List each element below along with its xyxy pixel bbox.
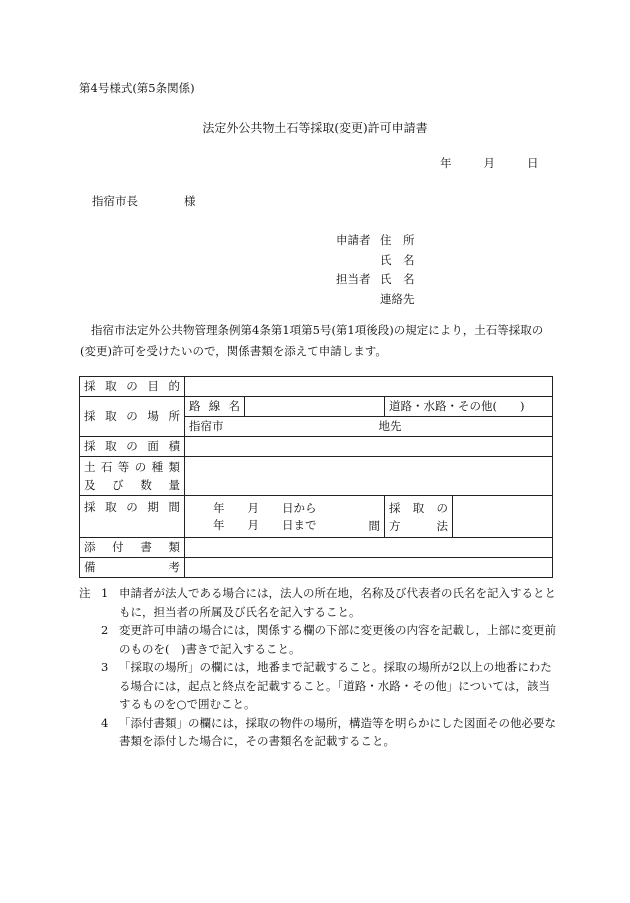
applicant-address-label: 住 所 bbox=[380, 233, 415, 247]
label-period: 採取の期間 bbox=[80, 496, 185, 538]
label-remarks: 備考 bbox=[80, 558, 185, 578]
field-type[interactable] bbox=[185, 457, 553, 496]
note-2 bbox=[79, 621, 557, 658]
field-purpose[interactable] bbox=[185, 377, 553, 397]
note-4-number: 4 bbox=[101, 715, 109, 730]
field-period[interactable] bbox=[185, 496, 385, 538]
contact-name-label: 氏 名 bbox=[380, 272, 415, 286]
note-4 bbox=[79, 714, 557, 751]
date-month: 月 bbox=[483, 156, 495, 170]
field-attachments[interactable] bbox=[185, 538, 553, 558]
period-to: 年 月 日まで bbox=[213, 517, 317, 532]
label-road-type: 道路・水路・その他( ) bbox=[385, 397, 553, 417]
addressee-honorific: 様 bbox=[184, 194, 196, 208]
note-4-text: 「添付書類」の欄には，採取の物件の場所，構造等を明らかにした図面その他必要な書類を添付した場合に，その書類名を記載すること。 bbox=[119, 715, 556, 748]
label-purpose: 採取の目的 bbox=[80, 377, 185, 397]
applicant-block bbox=[336, 232, 415, 310]
row-period bbox=[80, 496, 553, 538]
label-attachments: 添付書類 bbox=[80, 538, 185, 558]
date-line bbox=[440, 155, 539, 171]
label-lot: 地先 bbox=[378, 419, 402, 433]
period-from: 年 月 日から bbox=[213, 500, 317, 515]
label-city: 指宿市 bbox=[185, 417, 245, 437]
note-3 bbox=[79, 658, 557, 714]
row-type bbox=[80, 457, 553, 496]
intro-text: 指宿市法定外公共物管理条例第4条第1項第5号(第1項後段)の規定により，土石等採取の(変更)許可を受けたいので，関係書類を添えて申請します。 bbox=[80, 323, 544, 358]
addressee-mayor: 指宿市長 bbox=[92, 194, 138, 208]
contact-info-label: 連絡先 bbox=[380, 291, 415, 306]
label-method-line2: 方法 bbox=[389, 518, 448, 533]
application-table bbox=[79, 376, 553, 578]
note-1 bbox=[79, 584, 557, 621]
notes bbox=[79, 584, 557, 751]
applicant-name-label: 氏 名 bbox=[380, 252, 415, 267]
label-type-line1: 土石等の種類 bbox=[84, 460, 180, 474]
date-year: 年 bbox=[440, 156, 452, 170]
row-purpose bbox=[80, 377, 553, 397]
note-1-number: 1 bbox=[101, 586, 109, 600]
note-1-text: 申請者が法人である場合には，法人の所在地，名称及び代表者の氏名を記入するとともに，担当者の所属及び氏名を記入すること。 bbox=[119, 586, 556, 619]
note-3-number: 3 bbox=[101, 660, 109, 674]
period-kan: 間 bbox=[368, 519, 380, 533]
row-location-1 bbox=[80, 397, 553, 417]
form-number: 第4号様式(第5条関係) bbox=[79, 81, 195, 95]
label-method bbox=[385, 496, 453, 538]
label-route-name: 路線名 bbox=[185, 397, 245, 417]
applicant-role: 申請者 bbox=[336, 233, 371, 247]
note-3-text: 「採取の場所」の欄には，地番まで記載すること。採取の場所が2以上の地番にわたる場合には，起点と終点を記載すること。「道路・水路・その他」については，該当するものを○で囲むこと。 bbox=[119, 660, 552, 711]
field-remarks[interactable] bbox=[185, 558, 553, 578]
label-type-line2: 及び数量 bbox=[84, 478, 180, 492]
label-location: 採取の場所 bbox=[80, 397, 185, 437]
row-remarks bbox=[80, 558, 553, 578]
label-area: 採取の面積 bbox=[80, 437, 185, 457]
row-attachments bbox=[80, 538, 553, 558]
date-day: 日 bbox=[527, 156, 539, 170]
field-method[interactable] bbox=[453, 496, 553, 538]
notes-label: 注 bbox=[79, 586, 91, 600]
field-lot[interactable] bbox=[245, 417, 553, 437]
row-area bbox=[80, 437, 553, 457]
label-method-line1: 採取の bbox=[389, 500, 448, 515]
document-title: 法定外公共物土石等採取(変更)許可申請書 bbox=[202, 121, 428, 135]
field-area[interactable] bbox=[185, 437, 553, 457]
note-2-text: 変更許可申請の場合には，関係する欄の下部に変更後の内容を記載し，上部に変更前のものを( )書きで記入すること。 bbox=[119, 623, 556, 656]
field-route-name[interactable] bbox=[245, 397, 385, 417]
label-type bbox=[80, 457, 185, 496]
addressee bbox=[92, 193, 196, 209]
note-2-number: 2 bbox=[101, 623, 109, 637]
contact-role: 担当者 bbox=[336, 272, 371, 286]
